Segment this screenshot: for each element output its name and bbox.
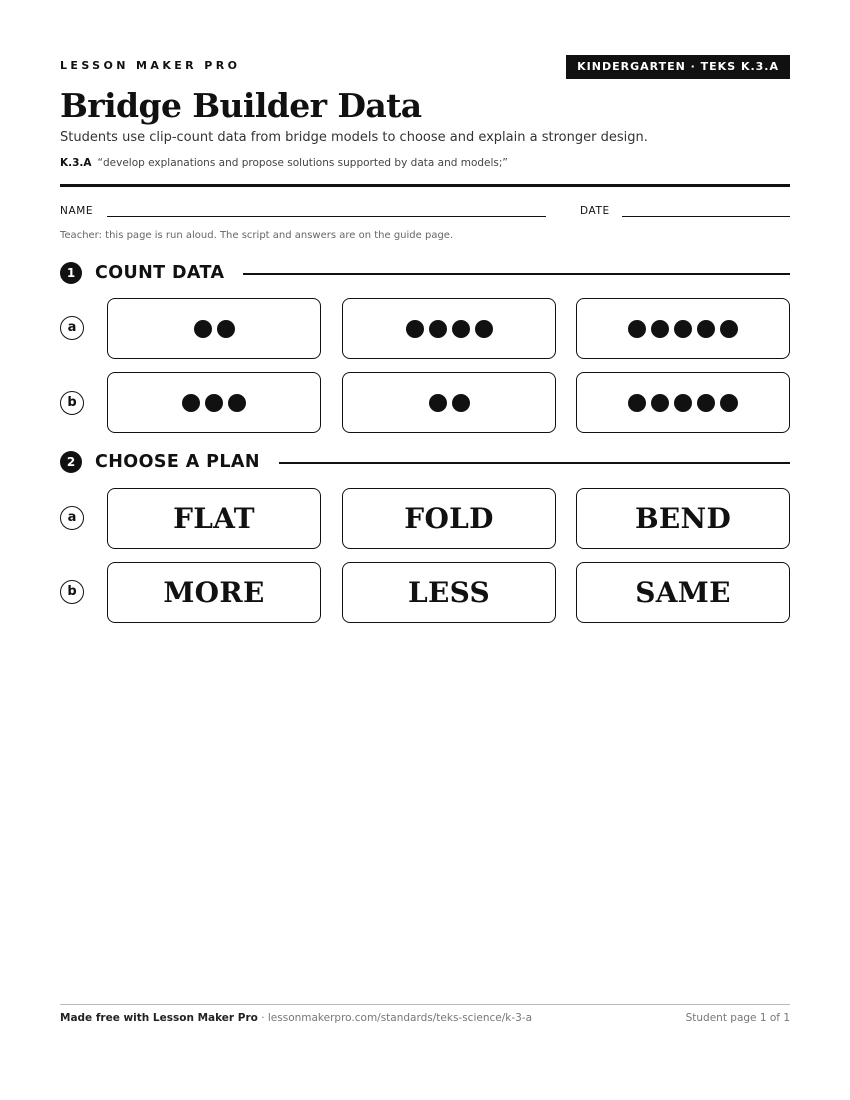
footer-divider: [60, 1004, 790, 1005]
count-dot: [182, 394, 200, 412]
top-bar: [60, 55, 790, 79]
word-card-label: BEND: [634, 502, 732, 535]
count-card[interactable]: [107, 372, 321, 433]
header-divider: [60, 184, 790, 187]
dot-group: [628, 394, 738, 412]
word-card-label: FLAT: [173, 502, 255, 535]
count-dot: [217, 320, 235, 338]
standard-text: “develop explanations and propose solutions supported by data and models;”: [97, 157, 508, 169]
section-number-badge: 2: [60, 451, 82, 473]
footer-made-with: Made free with Lesson Maker Pro: [60, 1012, 258, 1024]
dot-group: [429, 394, 470, 412]
word-card-fold[interactable]: [342, 488, 556, 549]
name-field[interactable]: [107, 216, 546, 217]
count-dot: [194, 320, 212, 338]
word-card-label: LESS: [407, 576, 491, 609]
word-card-flat[interactable]: [107, 488, 321, 549]
word-card-label: MORE: [163, 576, 265, 609]
row-label-a: a: [60, 506, 84, 530]
count-card[interactable]: [342, 372, 556, 433]
name-label: NAME: [60, 205, 94, 217]
count-dot: [697, 394, 715, 412]
count-dot: [697, 320, 715, 338]
date-field[interactable]: [622, 216, 790, 217]
section-title: CHOOSE A PLAN: [95, 452, 260, 472]
word-card-label: FOLD: [404, 502, 494, 535]
row-label-a: a: [60, 316, 84, 340]
count-dot: [205, 394, 223, 412]
page-title: Bridge Builder Data: [60, 86, 422, 125]
count-dot: [674, 320, 692, 338]
count-dot: [406, 320, 424, 338]
count-card[interactable]: [107, 298, 321, 359]
grade-standard-badge: KINDERGARTEN · TEKS K.3.A: [566, 55, 790, 79]
section-number-badge: 1: [60, 262, 82, 284]
count-dot: [429, 394, 447, 412]
name-date-row: [60, 205, 790, 219]
dot-group: [194, 320, 235, 338]
row-label-b: b: [60, 580, 84, 604]
count-dot: [452, 320, 470, 338]
standard-statement: [60, 157, 508, 169]
section-divider: [243, 273, 790, 275]
section-divider: [279, 462, 790, 464]
row-label-b: b: [60, 391, 84, 415]
footer-page-number: Student page 1 of 1: [685, 1012, 790, 1024]
count-dot: [720, 320, 738, 338]
count-dot: [452, 394, 470, 412]
dot-group: [406, 320, 493, 338]
count-card[interactable]: [576, 298, 790, 359]
section-choose-plan-header: [60, 450, 790, 474]
word-card-less[interactable]: [342, 562, 556, 623]
date-label: DATE: [580, 205, 610, 217]
count-card[interactable]: [576, 372, 790, 433]
footer-credit: [60, 1012, 532, 1024]
count-dot: [628, 320, 646, 338]
word-card-bend[interactable]: [576, 488, 790, 549]
count-dot: [429, 320, 447, 338]
standard-code: K.3.A: [60, 157, 92, 169]
count-dot: [651, 394, 669, 412]
footer-url[interactable]: lessonmakerpro.com/standards/teks-science/k-3-a: [267, 1012, 533, 1024]
dot-group: [182, 394, 246, 412]
worksheet-page: [60, 0, 790, 1100]
footer-separator: ·: [257, 1012, 268, 1024]
count-dot: [674, 394, 692, 412]
word-card-more[interactable]: [107, 562, 321, 623]
count-dot: [228, 394, 246, 412]
count-dot: [651, 320, 669, 338]
page-subtitle: Students use clip-count data from bridge models to choose and explain a stronger design.: [60, 130, 648, 145]
dot-group: [628, 320, 738, 338]
count-dot: [628, 394, 646, 412]
teacher-note: Teacher: this page is run aloud. The script and answers are on the guide page.: [60, 230, 454, 241]
count-dot: [475, 320, 493, 338]
word-card-same[interactable]: [576, 562, 790, 623]
section-count-data-header: [60, 261, 790, 285]
brand-name: LESSON MAKER PRO: [60, 59, 241, 72]
count-dot: [720, 394, 738, 412]
count-card[interactable]: [342, 298, 556, 359]
section-title: COUNT DATA: [95, 263, 225, 283]
word-card-label: SAME: [635, 576, 731, 609]
